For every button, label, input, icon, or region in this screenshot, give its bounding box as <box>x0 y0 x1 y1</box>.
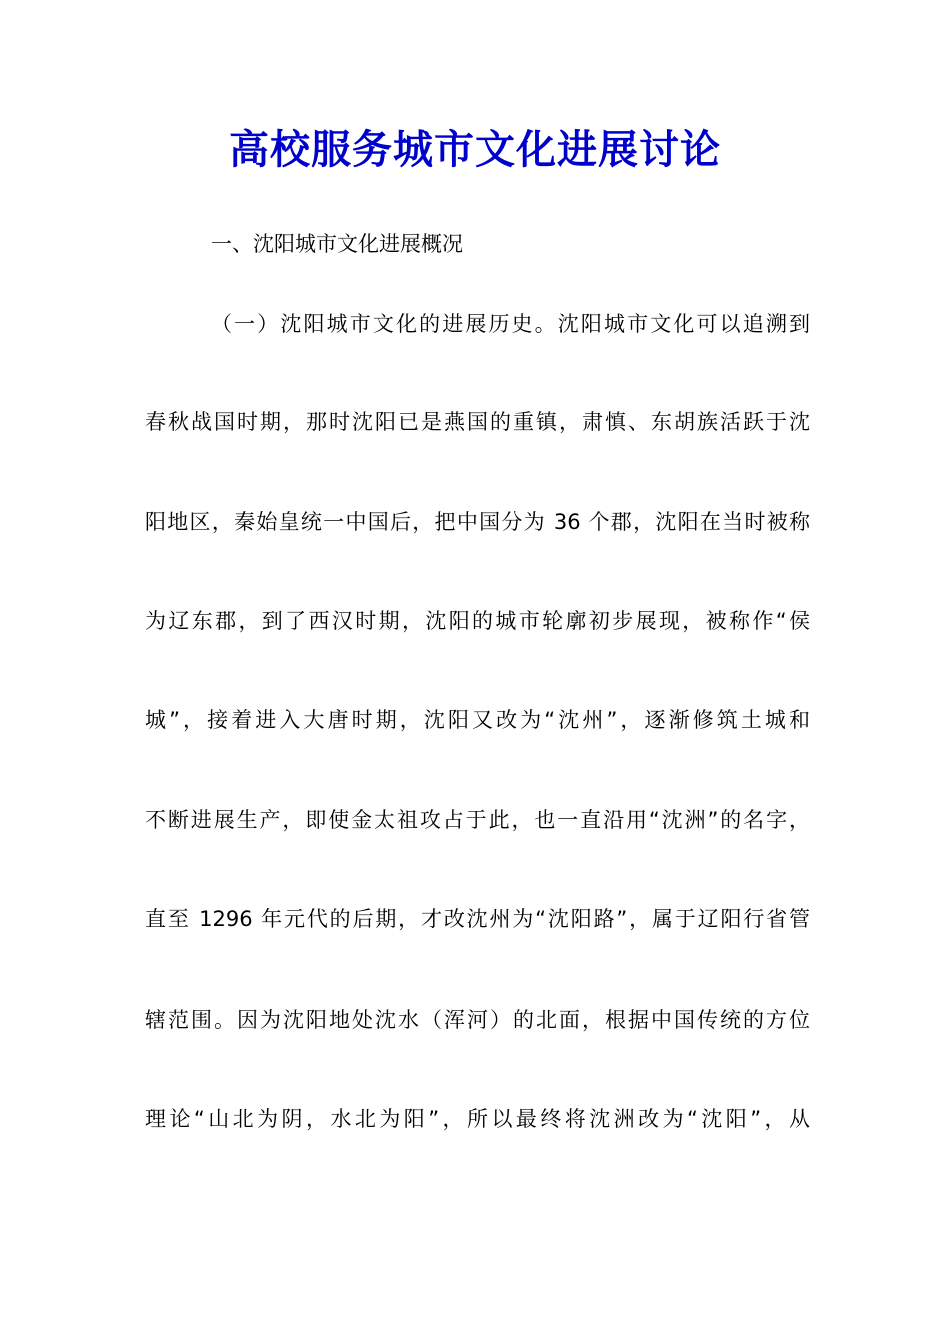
paragraph-line: （一）沈阳城市文化的进展历史。沈阳城市文化可以追溯到 <box>211 312 810 336</box>
paragraph-line: 城”，接着进入大唐时期，沈阳又改为“沈州”，逐渐修筑土城和 <box>145 708 810 732</box>
document-title: 高校服务城市文化进展讨论 <box>229 126 721 173</box>
paragraph-line: 辖范围。因为沈阳地处沈水（浑河）的北面，根据中国传统的方位 <box>145 1008 810 1032</box>
paragraph-line: 直至 1296 年元代的后期，才改沈州为“沈阳路”，属于辽阳行省管 <box>145 907 810 931</box>
paragraph-line: 不断进展生产，即使金太祖攻占于此，也一直沿用“沈洲”的名字， <box>145 808 810 832</box>
paragraph-line: 阳地区，秦始皇统一中国后，把中国分为 36 个郡，沈阳在当时被称 <box>145 510 810 534</box>
paragraph-line: 春秋战国时期，那时沈阳已是燕国的重镇，肃慎、东胡族活跃于沈 <box>145 410 810 434</box>
paragraph-line: 为辽东郡，到了西汉时期，沈阳的城市轮廓初步展现，被称作“侯 <box>145 609 810 633</box>
paragraph-line: 理论“山北为阴，水北为阳”，所以最终将沈洲改为“沈阳”，从 <box>145 1107 810 1131</box>
section-heading: 一、沈阳城市文化进展概况 <box>211 232 463 256</box>
